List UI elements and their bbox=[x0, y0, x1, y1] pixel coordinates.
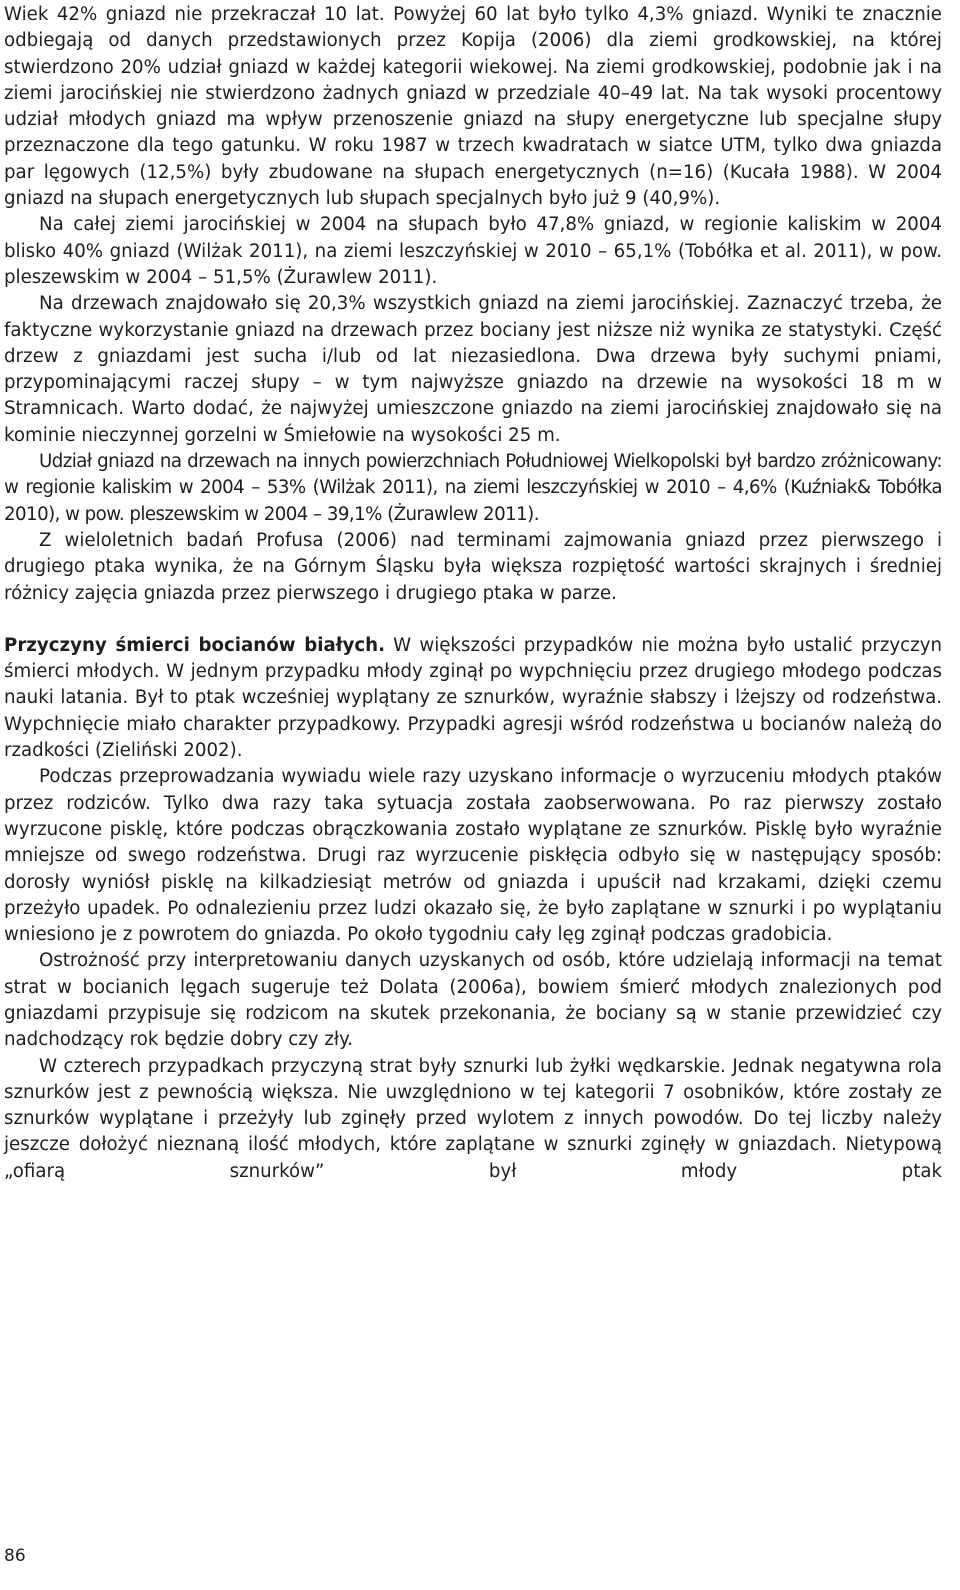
paragraph-nest-age: Wiek 42% gniazd nie przekraczał 10 lat. Powyżej 60 lat było tylko 4,3% gniazd. Wyniki te znacznie odbiegają od danych przedstawionych przez Kopija (2006) dla ziemi grodkowskiej, na której stwierdzono 20% udział gniazd w każdej kategorii wiekowej. Na ziemi grodkowskiej, podobnie jak i na ziemi jarocińskiej nie stwierdzono żadnych gniazd w przedziale 40–49 lat. Na tak wysoki procentowy udział młodych gniazd ma wpływ przenoszenie gniazd na słupy energetyczne lub specjalne słupy przeznaczone dla tego gatunku. W roku 1987 w trzech kwadratach w siatce UTM, tylko dwa gniazda par lęgowych (12,5%) były zbudowane na słupach energetycznych (n=16) (Kucała 1988). W 2004 gniazd na słupach energetycznych lub słupach specjalnych było już 9 (40,9%). bbox=[4, 4, 942, 210]
paragraph-poles-regions: Na całej ziemi jarocińskiej w 2004 na słupach było 47,8% gniazd, w regionie kaliskim w 2004 blisko 40% gniazd (Wilżak 2011), na ziemi leszczyńskiej w 2010 – 65,1% (Tobółka et al. 2011), w pow. pleszewskim w 2004 – 51,5% (Żurawlew 2011). bbox=[4, 214, 942, 288]
paragraph-strings: W czterech przypadkach przyczyną strat były sznurki lub żyłki wędkarskie. Jednak negatywna rola sznurków jest z pewnością większa. Nie uwzględniono w tej kategorii 7 osobników, które zostały ze sznurków wyplątane i przeżyły lub zginęły przed wylotem z innych powodów. Do tej liczby należy jeszcze dołożyć nieznaną ilość młodych, które zaplątane w sznurki zginęły w gniazdach. Nietypową „ofiarą sznurków” był młody ptak bbox=[4, 1055, 942, 1182]
page-body bbox=[4, 2, 942, 1185]
page-number: 86 bbox=[4, 1546, 26, 1566]
paragraph-caution: Ostrożność przy interpretowaniu danych uzyskanych od osób, które udzielają informacji na temat strat w bocianich lęgach sugeruje też Dolata (2006a), bowiem śmierć młodych znalezionych pod gniazdami przypisuje się rodzicom na skutek przekonania, że bociany są w stanie przewidzieć czy nadchodzący rok będzie dobry czy zły. bbox=[4, 950, 942, 1051]
paragraph-interview: Podczas przeprowadzania wywiadu wiele razy uzyskano informacje o wyrzuceniu młodych ptaków przez rodziców. Tylko dwa razy taka sytuacja została zaobserwowana. Po raz pierwszy zostało wyrzucone pisklę, które podczas obrączkowania zostało wyplątane ze sznurków. Pisklę było wyraźnie mniejsze od swego rodzeństwa. Drugi raz wyrzucenie piskłęcia odbyło się w następujący sposób: dorosły wyniósł pisklę na kilkadziesiąt metrów od gniazda i upuścił nad krzakami, dzięki czemu przeżyło upadek. Po odnalezieniu przez ludzi okazało się, że było zaplątane w sznurki i po wyplątaniu wniesiono je z powrotem do gniazda. Po około tygodniu cały lęg zginął podczas gradobicia. bbox=[4, 766, 942, 946]
section-lead-text: W większości przypadków nie można było ustalić przyczyn śmierci młodych. W jednym przypadku młody zginął po wypchnięciu przez drugiego młodego podczas nauki latania. Był to ptak wcześniej wyplątany ze sznurków, wyraźnie słabszy i lżejszy od rodzeństwa. Wypchnięcie miało charakter przypadkowy. Przypadki agresji wśród rodzeństwa u bocianów należą do rzadkości (Zieliński 2002). bbox=[4, 634, 942, 762]
section-heading: Przyczyny śmierci bocianów białych. bbox=[4, 634, 386, 656]
paragraph-death-causes bbox=[4, 633, 942, 764]
paragraph-trees: Na drzewach znajdowało się 20,3% wszystkich gniazd na ziemi jarocińskiej. Zaznaczyć trzeba, że faktyczne wykorzystanie gniazd na drzewach przez bociany jest niższe niż wynika ze statystyki. Część drzew z gniazdami jest sucha i/lub od lat niezasiedlona. Dwa drzewa były suchymi pniami, przypominającymi raczej słupy – w tym najwyższe gniazdo na drzewie na wysokości 18 m w Stramnicach. Warto dodać, że najwyżej umieszczone gniazdo na ziemi jarocińskiej znajdowało się na kominie nieczynnej gorzelni w Śmiełowie na wysokości 25 m. bbox=[4, 293, 942, 446]
paragraph-occupation: Z wieloletnich badań Profusa (2006) nad terminami zajmowania gniazd przez pierwszego i drugiego ptaka wynika, że na Górnym Śląsku była większa rozpiętość wartości skrajnych i średniej różnicy zajęcia gniazda przez pierwszego i drugiego ptaka w parze. bbox=[4, 529, 942, 604]
section-gap bbox=[4, 607, 942, 633]
paragraph-trees-regions: Udział gniazd na drzewach na innych powierzchniach Południowej Wielkopolski był bardzo zróżnicowany: w regionie kaliskim w 2004 – 53% (Wilżak 2011), na ziemi leszczyńskiej w 2010 – 4,6% (Kuźniak& Tobółka 2010), w pow. pleszewskim w 2004 – 39,1% (Żurawlew 2011). bbox=[4, 451, 942, 525]
